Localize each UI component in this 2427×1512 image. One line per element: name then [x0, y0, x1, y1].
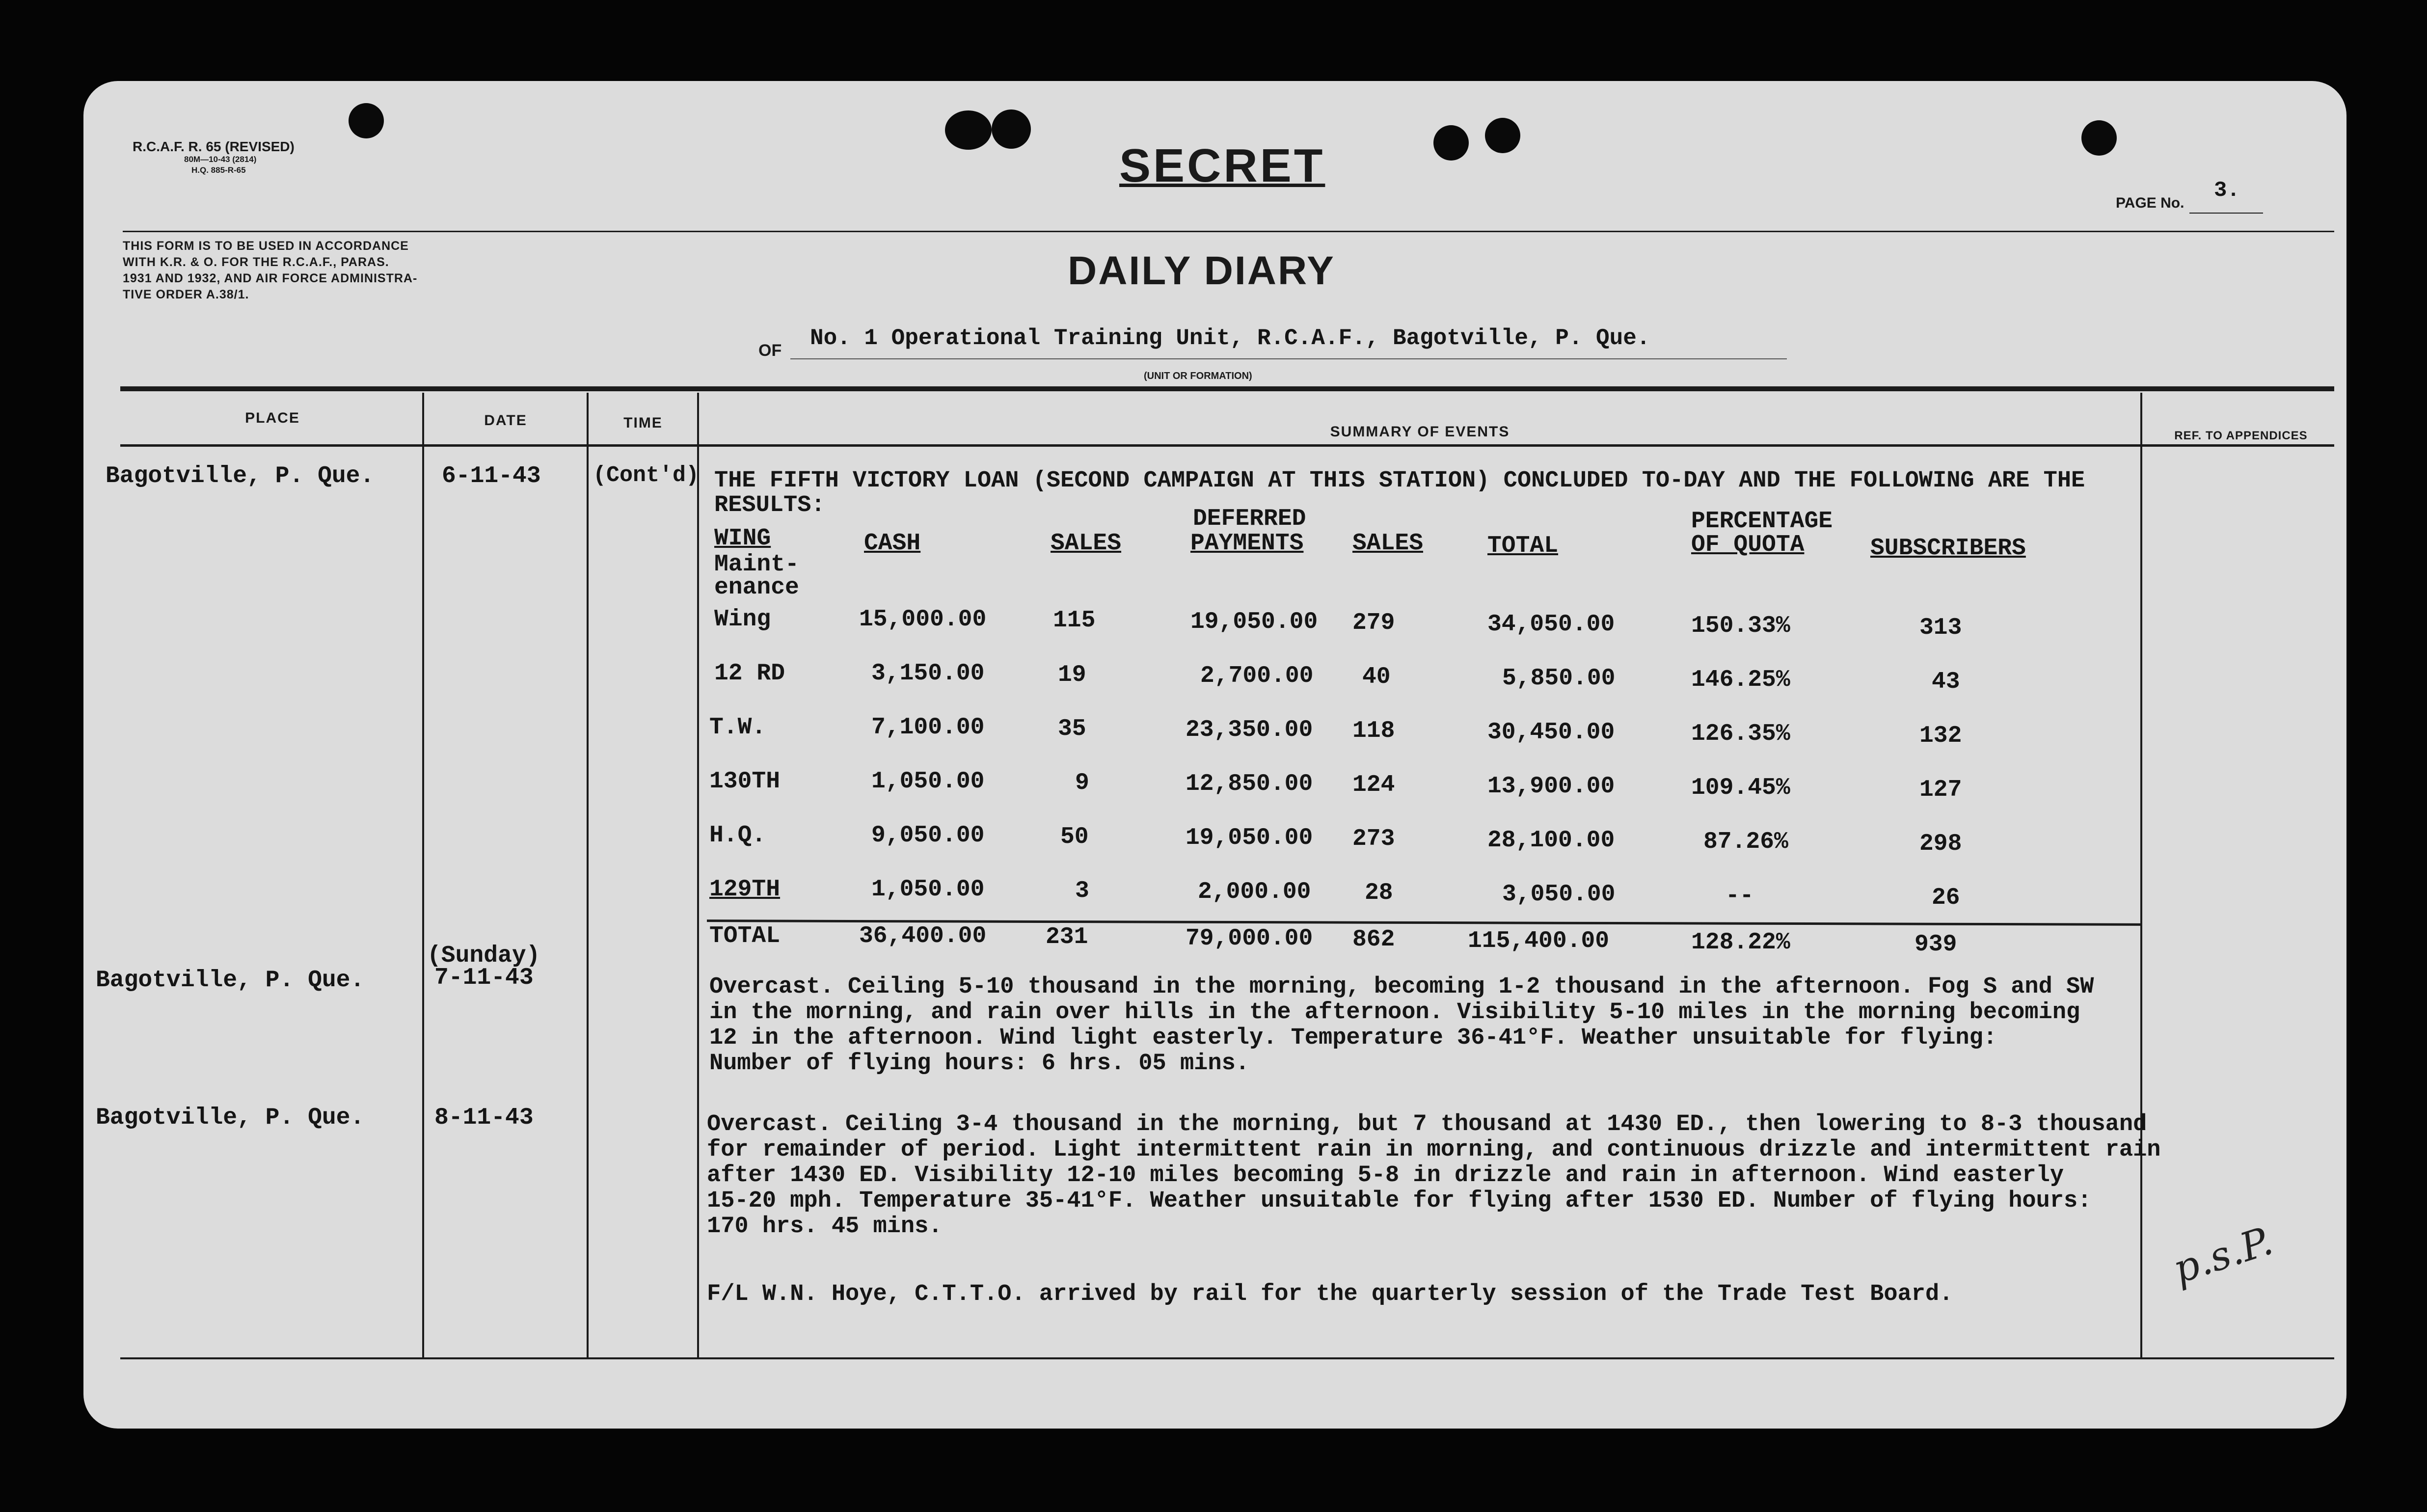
diary-form-card: [83, 81, 2346, 1429]
row-deferred: 19,050.00: [1186, 825, 1313, 851]
row-total: 13,900.00: [1487, 773, 1615, 800]
row-deferred: 23,350.00: [1186, 717, 1313, 743]
row-cash: 7,100.00: [871, 714, 985, 741]
row-cash: 1,050.00: [871, 876, 985, 903]
total-header: TOTAL: [1487, 533, 1559, 559]
punch-hole: [1433, 125, 1469, 161]
total-row-percentage: 128.22%: [1691, 929, 1790, 956]
row-total: 34,050.00: [1487, 611, 1615, 638]
page-number: 3.: [2214, 178, 2240, 203]
time-column-header: TIME: [623, 415, 663, 431]
unit-underline: [790, 358, 1787, 359]
row-wing: T.W.: [709, 714, 766, 741]
date-entry-1: 6-11-43: [442, 463, 541, 489]
row-subscribers: 298: [1919, 831, 1962, 857]
weather-entry-8-11-43: Overcast. Ceiling 3-4 thousand in the morning, but 7 thousand at 1430 ED., then lowering to 8-3 thousand for remainder of period. Light intermittent rain in morning, and continuous drizzle and intermittent rain after 1430 ED. Visibility 12-10 miles becoming 5-8 in drizzle and rain in afternoon. Wind easterly 15-20 mph. Temperature 35-41°F. Weather unsuitable for flying after 1530 ED. Number of flying hours: 170 hrs. 45 mins.: [707, 1111, 2161, 1240]
row-deferred-sales: 124: [1352, 772, 1395, 798]
row-deferred: 2,000.00: [1198, 879, 1311, 905]
row-deferred: 19,050.00: [1190, 609, 1318, 635]
loan-intro: THE FIFTH VICTORY LOAN (SECOND CAMPAIGN AT THIS STATION) CONCLUDED TO-DAY AND THE FOLLOWING ARE THE RESULTS:: [714, 468, 2085, 518]
row-percentage: 126.35%: [1691, 721, 1790, 747]
percentage-header-top: PERCENTAGE: [1691, 508, 1833, 535]
row-subscribers: 26: [1932, 885, 1960, 911]
wing-name-line: enance: [714, 574, 799, 601]
page-number-line: [2189, 213, 2263, 214]
cash-header: CASH: [864, 530, 921, 557]
unit-name: No. 1 Operational Training Unit, R.C.A.F., Bagotville, P. Que.: [810, 325, 1650, 351]
place-entry-1: Bagotville, P. Que.: [106, 463, 375, 489]
row-deferred-sales: 40: [1362, 664, 1391, 690]
row-wing: 130TH: [709, 768, 781, 795]
handwritten-initials: p.s.P.: [2167, 1217, 2278, 1293]
row-total: 28,100.00: [1487, 827, 1615, 854]
form-instructions: THIS FORM IS TO BE USED IN ACCORDANCE WITH K.R. & O. FOR THE R.C.A.F., PARAS. 1931 AND 1932, AND AIR FORCE ADMINISTRA- TIVE ORDER A.38/1.: [123, 239, 418, 301]
row-sales: 9: [1075, 770, 1089, 796]
weather-entry-7-11-43: Overcast. Ceiling 5-10 thousand in the morning, becoming 1-2 thousand in the afternoon. Fog S and SW in the morning, and rain over hills in the afternoon. Visibility 5-10 miles in the morning becoming 12 in the afternoon. Wind light easterly. Temperature 36-41°F. Weather unsuitable for flying: Number of flying hours: 6 hrs. 05 mins.: [709, 974, 2094, 1077]
total-row-cash: 36,400.00: [859, 923, 987, 949]
column-divider: [697, 393, 699, 1357]
row-wing: Wing: [714, 606, 771, 633]
place-entry-2: Bagotville, P. Que.: [96, 967, 365, 994]
percentage-header-bottom: OF QUOTA: [1691, 532, 1805, 558]
row-deferred-sales: 273: [1352, 826, 1395, 852]
row-percentage: 87.26%: [1703, 829, 1788, 855]
row-deferred-sales: 118: [1352, 718, 1395, 744]
row-percentage: --: [1726, 883, 1754, 909]
page-label: PAGE No.: [2116, 195, 2184, 211]
summary-column-header: SUMMARY OF EVENTS: [1330, 424, 1510, 440]
punch-hole: [1485, 118, 1520, 153]
row-sales: 35: [1058, 716, 1086, 742]
table-top-rule: [120, 386, 2334, 391]
punch-hole: [349, 103, 384, 138]
deferred-sales-header: SALES: [1352, 530, 1424, 557]
subscribers-header: SUBSCRIBERS: [1870, 535, 2026, 562]
row-deferred-sales: 279: [1352, 610, 1395, 636]
total-row-total: 115,400.00: [1468, 928, 1610, 954]
row-cash: 3,150.00: [871, 660, 985, 687]
row-deferred-sales: 28: [1365, 880, 1393, 906]
date-entry-3: 8-11-43: [434, 1105, 534, 1131]
row-deferred: 12,850.00: [1186, 771, 1313, 797]
row-percentage: 150.33%: [1691, 613, 1790, 639]
row-sales: 3: [1075, 878, 1089, 904]
wing-header: WING: [714, 525, 771, 552]
punch-hole: [945, 110, 992, 150]
row-subscribers: 127: [1919, 777, 1962, 803]
punch-hole: [992, 109, 1031, 149]
secret-stamp: SECRET: [1119, 139, 1325, 192]
row-sales: 50: [1060, 824, 1089, 850]
header-rule: [123, 231, 2334, 232]
diary-title: DAILY DIARY: [1068, 248, 1335, 293]
row-total: 3,050.00: [1502, 881, 1616, 908]
row-sales: 115: [1053, 607, 1096, 634]
place-entry-3: Bagotville, P. Que.: [96, 1105, 365, 1131]
column-divider: [587, 393, 589, 1357]
total-row-deferred: 79,000.00: [1186, 925, 1313, 952]
table-bottom-rule: [120, 1357, 2334, 1359]
date-entry-2: 7-11-43: [434, 965, 534, 991]
time-entry-1: (Cont'd): [593, 463, 700, 488]
row-cash: 9,050.00: [871, 822, 985, 849]
total-row-label: TOTAL: [709, 923, 781, 949]
unit-caption: (UNIT OR FORMATION): [1144, 371, 1252, 381]
row-percentage: 109.45%: [1691, 775, 1790, 801]
row-cash: 15,000.00: [859, 606, 987, 633]
row-total: 5,850.00: [1502, 665, 1616, 692]
ref-column-header: REF. TO APPENDICES: [2174, 429, 2308, 442]
deferred-header-bottom: PAYMENTS: [1190, 530, 1304, 557]
sales-header: SALES: [1051, 530, 1122, 557]
total-row-sales: 231: [1046, 924, 1088, 950]
row-wing: 129TH: [709, 876, 781, 903]
row-subscribers: 313: [1919, 615, 1962, 641]
total-row-subscribers: 939: [1915, 931, 1957, 958]
of-label: OF: [758, 341, 782, 360]
arrival-note: F/L W.N. Hoye, C.T.T.O. arrived by rail for the quarterly session of the Trade Test Board.: [707, 1281, 1953, 1307]
total-row-deferred-sales: 862: [1352, 926, 1395, 953]
row-wing: H.Q.: [709, 822, 766, 849]
date-note-2: (Sunday): [427, 943, 540, 969]
date-column-header: DATE: [484, 412, 527, 429]
wing-name-line: Maint-: [714, 551, 799, 578]
row-deferred: 2,700.00: [1200, 663, 1314, 689]
place-column-header: PLACE: [245, 410, 300, 426]
row-percentage: 146.25%: [1691, 667, 1790, 693]
row-subscribers: 132: [1919, 723, 1962, 749]
hq-reference: H.Q. 885-R-65: [191, 165, 246, 175]
row-sales: 19: [1058, 662, 1086, 688]
punch-hole: [2081, 120, 2117, 156]
table-header-rule: [120, 444, 2334, 447]
column-divider: [422, 393, 424, 1357]
row-total: 30,450.00: [1487, 719, 1615, 746]
row-subscribers: 43: [1932, 669, 1960, 695]
deferred-header-top: DEFERRED: [1193, 506, 1306, 532]
row-cash: 1,050.00: [871, 768, 985, 795]
print-code: 80M—10-43 (2814): [184, 155, 257, 164]
form-number: R.C.A.F. R. 65 (REVISED): [133, 139, 295, 154]
row-wing: 12 RD: [714, 660, 785, 687]
